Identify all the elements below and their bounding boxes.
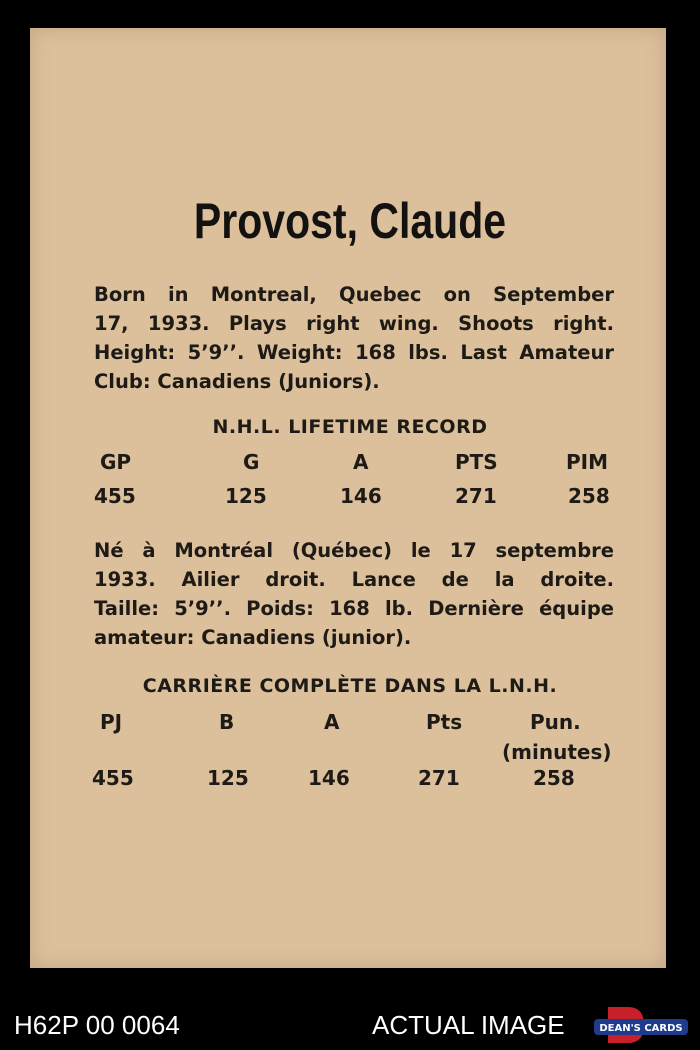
logo-text: DEAN'S CARDS	[599, 1023, 683, 1034]
english-bio-line: 17, 1933. Plays right wing. Shoots right.	[94, 312, 614, 335]
english-value-g: 125	[225, 484, 267, 508]
english-bio-line: Club: Canadiens (Juniors).	[94, 370, 380, 393]
french-record-title: CARRIÈRE COMPLÈTE DANS LA L.N.H.	[142, 675, 558, 697]
french-header-pj: PJ	[100, 710, 123, 734]
french-bio-line: Né à Montréal (Québec) le 17 septembre	[94, 539, 614, 562]
english-value-a: 146	[340, 484, 382, 508]
english-header-gp: GP	[100, 450, 132, 474]
english-header-pim: PIM	[566, 450, 609, 474]
english-value-gp: 455	[94, 484, 136, 508]
english-bio-line: Born in Montreal, Quebec on September	[94, 283, 614, 306]
french-bio	[94, 536, 614, 652]
card-id-label: H62P 00 0064	[14, 1010, 180, 1040]
english-bio-line: Height: 5’9’’. Weight: 168 lbs. Last Amateur	[94, 341, 614, 364]
actual-image-label: ACTUAL IMAGE	[372, 1010, 565, 1040]
french-header-a: A	[324, 710, 340, 734]
english-header-a: A	[353, 450, 369, 474]
player-name: Provost, Claude	[193, 193, 507, 249]
french-value-pun: 258	[533, 766, 575, 790]
french-header-pun: Pun.	[530, 710, 581, 734]
english-value-pts: 271	[455, 484, 497, 508]
english-header-g: G	[243, 450, 260, 474]
french-header-b: B	[219, 710, 235, 734]
french-bio-line: 1933. Ailier droit. Lance de la droite.	[94, 568, 614, 591]
french-bio-line: amateur: Canadiens (junior).	[94, 626, 412, 649]
french-value-b: 125	[207, 766, 249, 790]
french-value-a: 146	[308, 766, 350, 790]
english-bio	[94, 280, 614, 396]
deans-cards-logo	[592, 1005, 692, 1045]
french-value-pj: 455	[92, 766, 134, 790]
french-bio-line: Taille: 5’9’’. Poids: 168 lb. Dernière équipe	[94, 597, 614, 620]
english-record-title: N.H.L. LIFETIME RECORD	[212, 416, 488, 438]
english-header-pts: PTS	[455, 450, 498, 474]
french-header-minutes: (minutes)	[502, 740, 612, 764]
french-value-pts: 271	[418, 766, 460, 790]
english-value-pim: 258	[568, 484, 610, 508]
french-header-pts: Pts	[426, 710, 463, 734]
